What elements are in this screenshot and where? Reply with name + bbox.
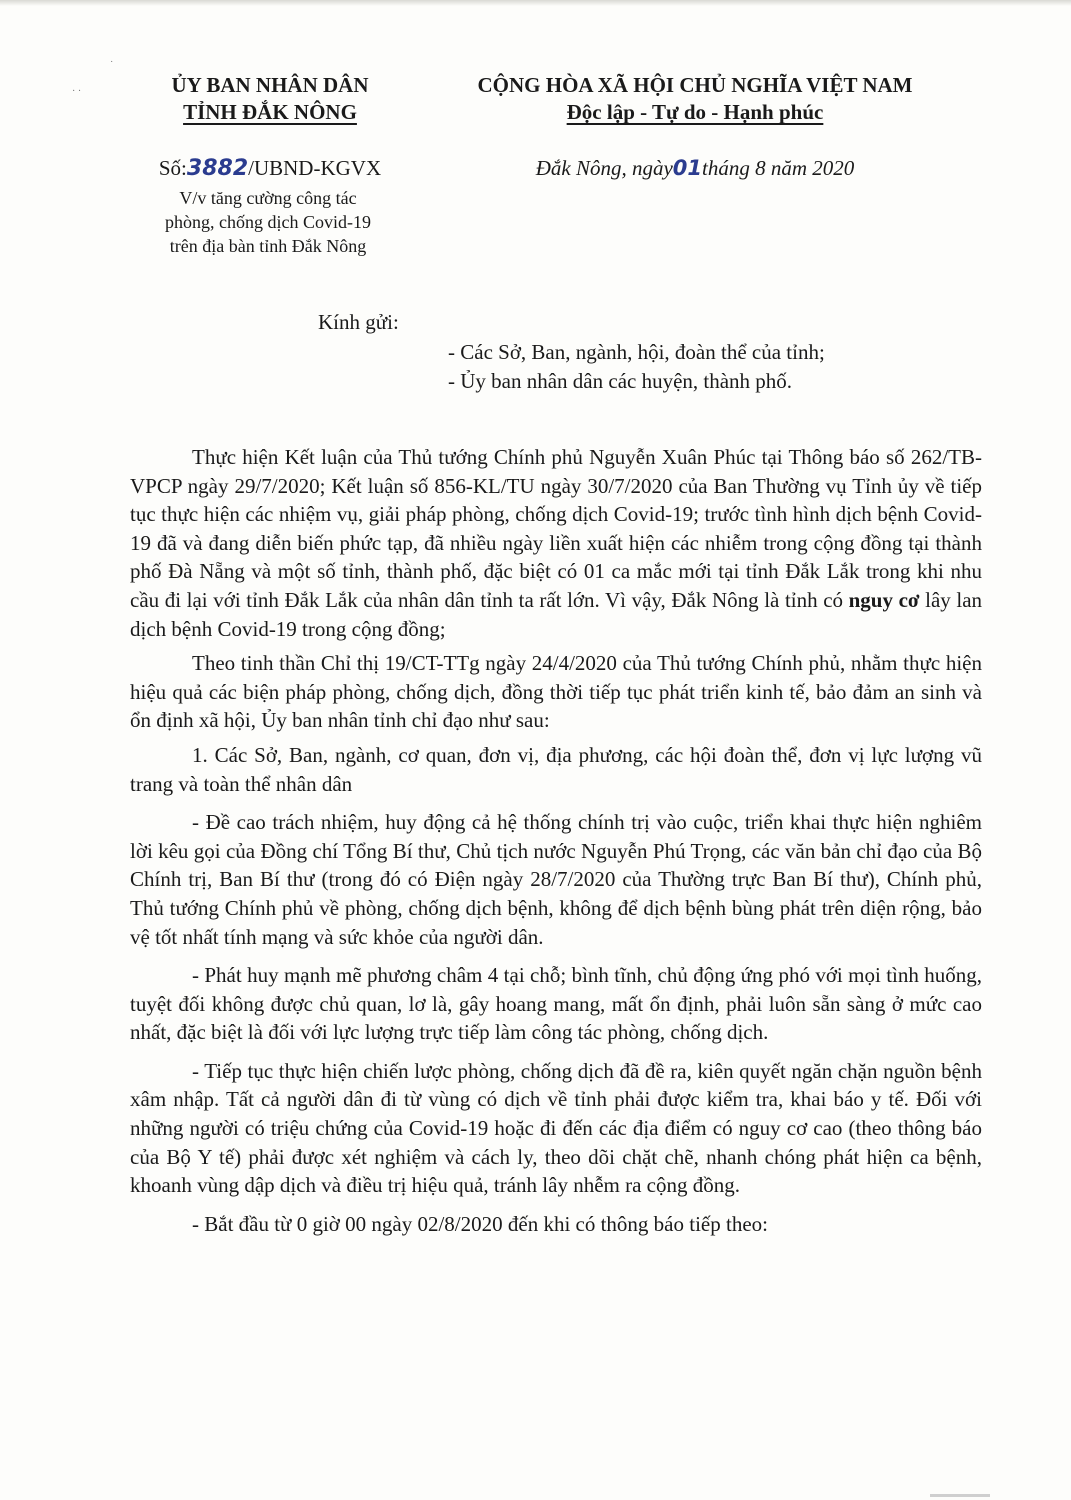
addressee-label: Kính gửi:	[318, 310, 399, 334]
addressee-list	[448, 338, 825, 396]
body-paragraph: Thực hiện Kết luận của Thủ tướng Chính phủ Nguyễn Xuân Phúc tại Thông báo số 262/TB-VPCP ngày 29/7/2020; Kết luận số 856-KL/TU ngày 30/7/2020 của Ban Thường vụ Tỉnh ủy về tiếp tục thực hiện các nhiệm vụ, giải pháp phòng, chống dịch Covid-19; trước tình hình dịch bệnh Covid-19 đã và đang diễn biến phức tạp, đã nhiều ngày liền xuất hiện các nhiễm trong cộng đồng tại thành phố Đà Nẵng và một số tỉnh, thành phố, đặc biệt có 01 ca mắc mới tại tỉnh Đắk Lắk trong khi nhu cầu đi lại với tỉnh Đắk Lắk của nhân dân tỉnh ta rất lớn. Vì vậy, Đắk Nông là tỉnh có nguy cơ lây lan dịch bệnh Covid-19 trong cộng đồng;	[130, 445, 983, 641]
scan-speck: ˙	[110, 60, 114, 71]
doc-number-suffix: /UBND-KGVX	[248, 156, 382, 180]
subject-line: phòng, chống dịch Covid-19	[165, 212, 371, 232]
scan-edge-shadow	[0, 0, 1071, 6]
national-motto-block	[440, 72, 950, 126]
agency-name-line1: ỦY BAN NHÂN DÂN	[171, 73, 369, 97]
body-paragraph: Theo tinh thần Chỉ thị 19/CT-TTg ngày 24/4/2020 của Thủ tướng Chính phủ, nhằm thực hiện hiệu quả các biện pháp phòng, chống dịch, đồng thời tiếp tục phát triển kinh tế, bảo đảm an sinh và ổn định xã hội, Ủy ban nhân tỉnh chỉ đạo như sau:	[130, 651, 982, 733]
handwritten-day: 01	[672, 156, 703, 180]
addressee-item: - Các Sở, Ban, ngành, hội, đoàn thể của tỉnh;	[448, 340, 825, 364]
body-paragraph: 1. Các Sở, Ban, ngành, cơ quan, đơn vị, địa phương, các hội đoàn thể, đơn vị lực lượng vũ trang và toàn thể nhân dân	[130, 742, 982, 796]
addressee-item: - Ủy ban nhân dân các huyện, thành phố.	[448, 369, 793, 393]
document-subject	[120, 186, 416, 258]
subject-line: trên địa bàn tỉnh Đắk Nông	[169, 236, 367, 256]
document-body	[130, 443, 982, 1248]
date-suffix: tháng 8 năm 2020	[702, 156, 855, 180]
emphasis-text: nguy cơ	[848, 587, 920, 612]
body-paragraph: - Tiếp tục thực hiện chiến lược phòng, chống dịch đã đề ra, kiên quyết ngăn chặn nguồn bệnh xâm nhập. Tất cả người dân đi từ vùng có dịch về tỉnh phải được kiểm tra, khai báo y tế. Đối với những người có triệu chứng của Covid-19 hoặc đi đến các địa điểm có nguy cơ cao (theo thông báo của Bộ Y tế) phải được xét nghiệm và cách ly, theo dõi chặt chẽ, nhanh chóng phát hiện ca bệnh, khoanh vùng dập dịch và điều trị hiệu quả, tránh lây nhễm ra cộng đồng.	[130, 1058, 982, 1198]
doc-number-prefix: Số:	[158, 156, 187, 180]
body-paragraph: - Đề cao trách nhiệm, huy động cả hệ thống chính trị vào cuộc, triển khai thực hiện nghiêm lời kêu gọi của Đồng chí Tổng Bí thư, Chủ tịch nước Nguyễn Phú Trọng, các văn bản chỉ đạo của Bộ Chính trị, Ban Bí thư (trong đó có Điện ngày 28/7/2020 của Thường trực Ban Bí thư), Chính phủ, Thủ tướng Chính phủ về phòng, chống dịch bệnh, không để dịch bệnh bùng phát trên diện rộng, bảo vệ tốt nhất tính mạng và sức khỏe của người dân.	[130, 810, 982, 949]
scan-mark	[930, 1494, 990, 1497]
agency-name-line2: TỈNH ĐẮK NÔNG	[183, 100, 357, 124]
date-prefix: Đắk Nông, ngày	[535, 156, 673, 180]
body-paragraph: - Bắt đầu từ 0 giờ 00 ngày 02/8/2020 đến khi có thông báo tiếp theo:	[192, 1211, 768, 1236]
document-number	[120, 156, 420, 181]
nation-name: CỘNG HÒA XÃ HỘI CHỦ NGHĨA VIỆT NAM	[477, 73, 913, 97]
scan-speck: · ·	[72, 86, 82, 97]
subject-line: V/v tăng cường công tác	[179, 188, 357, 208]
motto: Độc lập - Tự do - Hạnh phúc	[566, 100, 824, 124]
place-and-date	[440, 156, 950, 181]
issuing-agency-block	[120, 72, 420, 126]
handwritten-doc-number: 3882	[186, 156, 249, 181]
body-paragraph: - Phát huy mạnh mẽ phương châm 4 tại chỗ; bình tĩnh, chủ động ứng phó với mọi tình huống, tuyệt đối không được chủ quan, lơ là, gây hoang mang, mất ổn định, phải luôn sẵn sàng ở mức cao nhất, đặc biệt là đối với lực lượng trực tiếp làm công tác phòng, chống dịch.	[130, 963, 982, 1045]
